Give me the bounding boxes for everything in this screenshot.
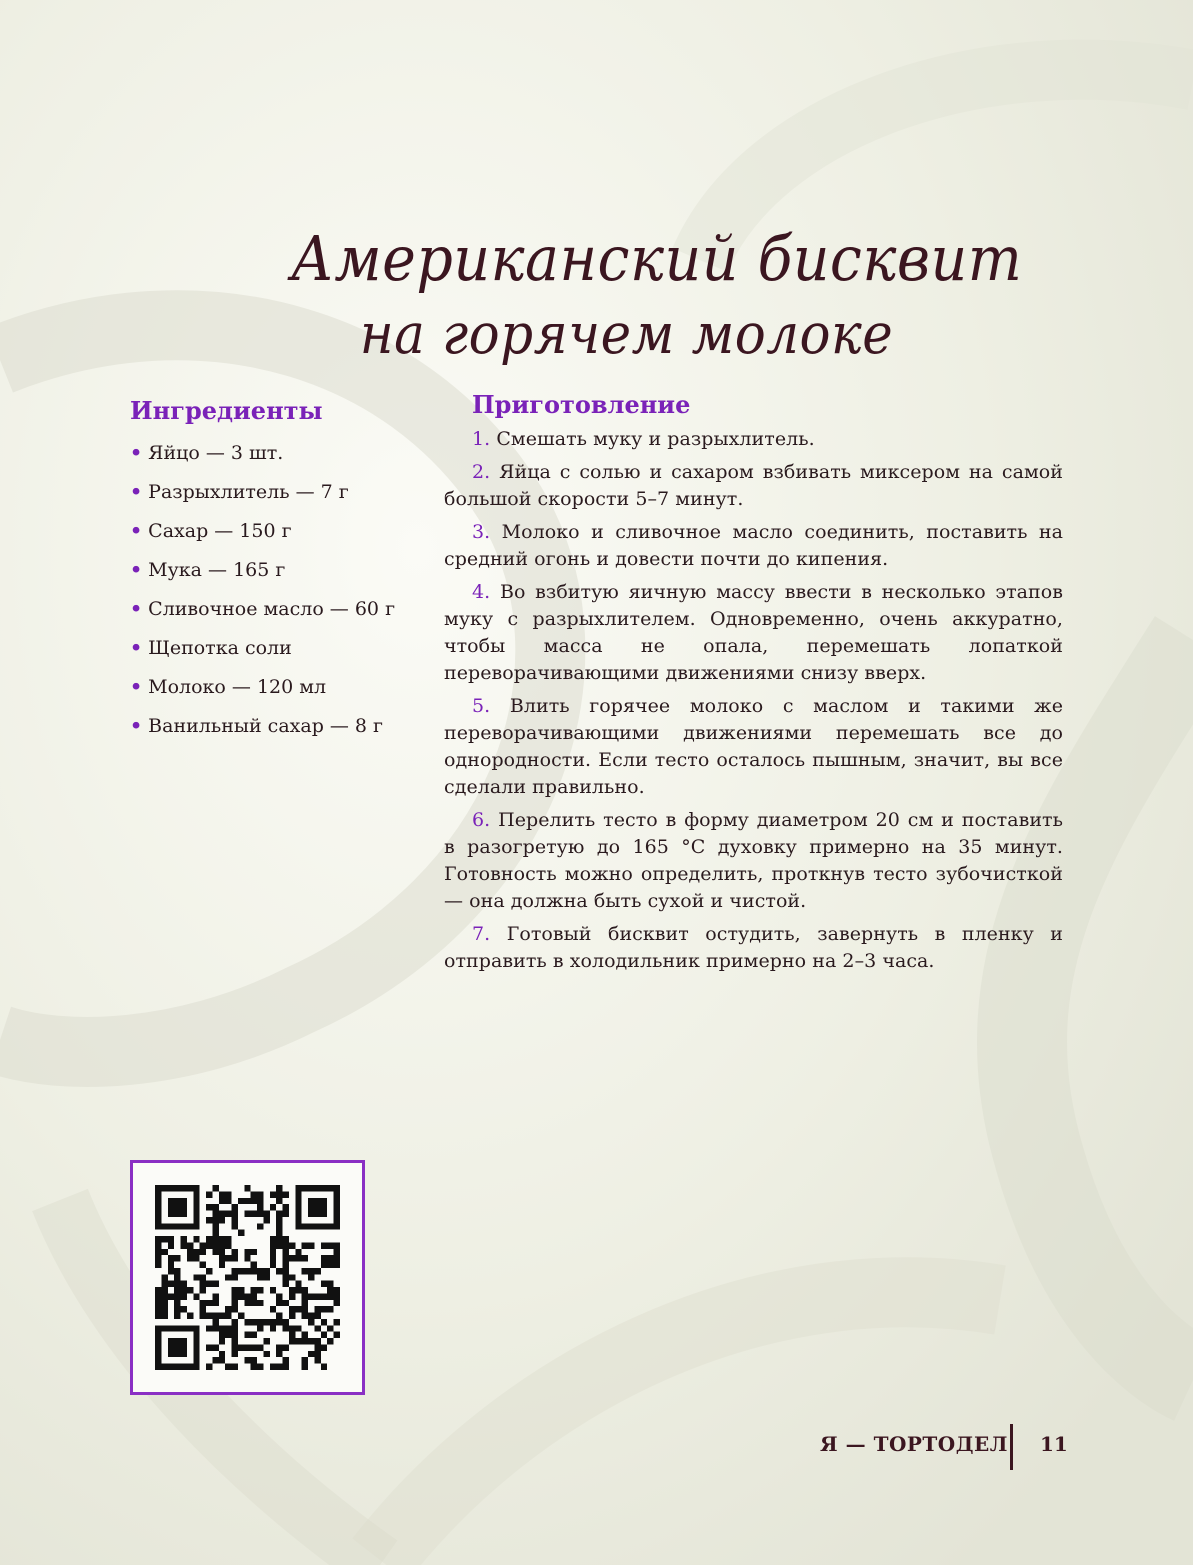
step-text: Смешать муку и разрыхлитель.	[490, 428, 815, 450]
ingredient-text: Ванильный сахар — 8 г	[148, 715, 384, 737]
ingredient-text: Сливочное масло — 60 г	[148, 598, 396, 620]
bullet-icon: •	[130, 598, 143, 620]
ingredient-item	[130, 437, 395, 476]
preparation-step	[444, 519, 1063, 573]
step-number: 4.	[472, 581, 491, 603]
ingredient-text: Сахар — 150 г	[148, 520, 292, 542]
preparation-step	[444, 807, 1063, 915]
step-text: Перелить тесто в форму диаметром 20 см и поставить в разогретую до 165 °С духовку примерно на 35 минут. Готовность можно определить, проткнув тесто зубочисткой — она должна быть сухой и чистой.	[444, 809, 1063, 912]
ingredient-item	[130, 632, 395, 671]
bullet-icon: •	[130, 715, 143, 737]
ingredient-text: Мука — 165 г	[148, 559, 286, 581]
ingredients-list	[130, 437, 395, 749]
ingredient-item	[130, 671, 395, 710]
step-number: 2.	[472, 461, 491, 483]
ingredient-item	[130, 476, 395, 515]
ingredients-heading: Ингредиенты	[130, 396, 323, 425]
step-number: 6.	[472, 809, 491, 831]
ingredient-text: Яйцо — 3 шт.	[148, 442, 284, 464]
preparation-steps	[444, 426, 1063, 981]
ingredient-item	[130, 710, 395, 749]
bullet-icon: •	[130, 559, 143, 581]
step-text: Влить горячее молоко с маслом и такими же переворачивающими движениями перемешать все до однородности. Если тесто осталось пышным, значит, вы все сделали правильно.	[444, 695, 1063, 798]
step-number: 1.	[472, 428, 491, 450]
bullet-icon: •	[130, 637, 143, 659]
step-text: Во взбитую яичную массу ввести в несколько этапов муку с разрыхлителем. Одновременно, очень аккуратно, чтобы масса не опала, перемешать лопаткой переворачивающими движениями снизу вверх.	[444, 581, 1063, 684]
ingredient-text: Разрыхлитель — 7 г	[148, 481, 349, 503]
preparation-step	[444, 693, 1063, 801]
ingredient-item	[130, 515, 395, 554]
page-number: 11	[1040, 1432, 1068, 1456]
preparation-step	[444, 579, 1063, 687]
bullet-icon: •	[130, 520, 143, 542]
ingredient-item	[130, 593, 395, 632]
step-text: Молоко и сливочное масло соединить, поставить на средний огонь и довести почти до кипения.	[444, 521, 1063, 570]
step-number: 5.	[472, 695, 491, 717]
footer-divider	[1010, 1424, 1013, 1470]
bullet-icon: •	[130, 481, 143, 503]
qr-code-icon[interactable]	[155, 1185, 340, 1370]
step-number: 7.	[472, 923, 491, 945]
bullet-icon: •	[130, 676, 143, 698]
recipe-title-line-1: Американский бисквит	[290, 222, 1023, 295]
preparation-step	[444, 459, 1063, 513]
preparation-step	[444, 921, 1063, 975]
book-title: Я — ТОРТОДЕЛ	[820, 1432, 1008, 1456]
qr-code-frame[interactable]	[130, 1160, 365, 1395]
preparation-heading: Приготовление	[472, 390, 691, 419]
recipe-title-line-2: на горячем молоке	[359, 302, 894, 367]
preparation-step	[444, 426, 1063, 453]
ingredient-item	[130, 554, 395, 593]
ingredient-text: Молоко — 120 мл	[148, 676, 327, 698]
step-number: 3.	[472, 521, 491, 543]
step-text: Яйца с солью и сахаром взбивать миксером на самой большой скорости 5–7 минут.	[444, 461, 1063, 510]
ingredient-text: Щепотка соли	[148, 637, 292, 659]
bullet-icon: •	[130, 442, 143, 464]
step-text: Готовый бисквит остудить, завернуть в пленку и отправить в холодильник примерно на 2–3 часа.	[444, 923, 1063, 972]
